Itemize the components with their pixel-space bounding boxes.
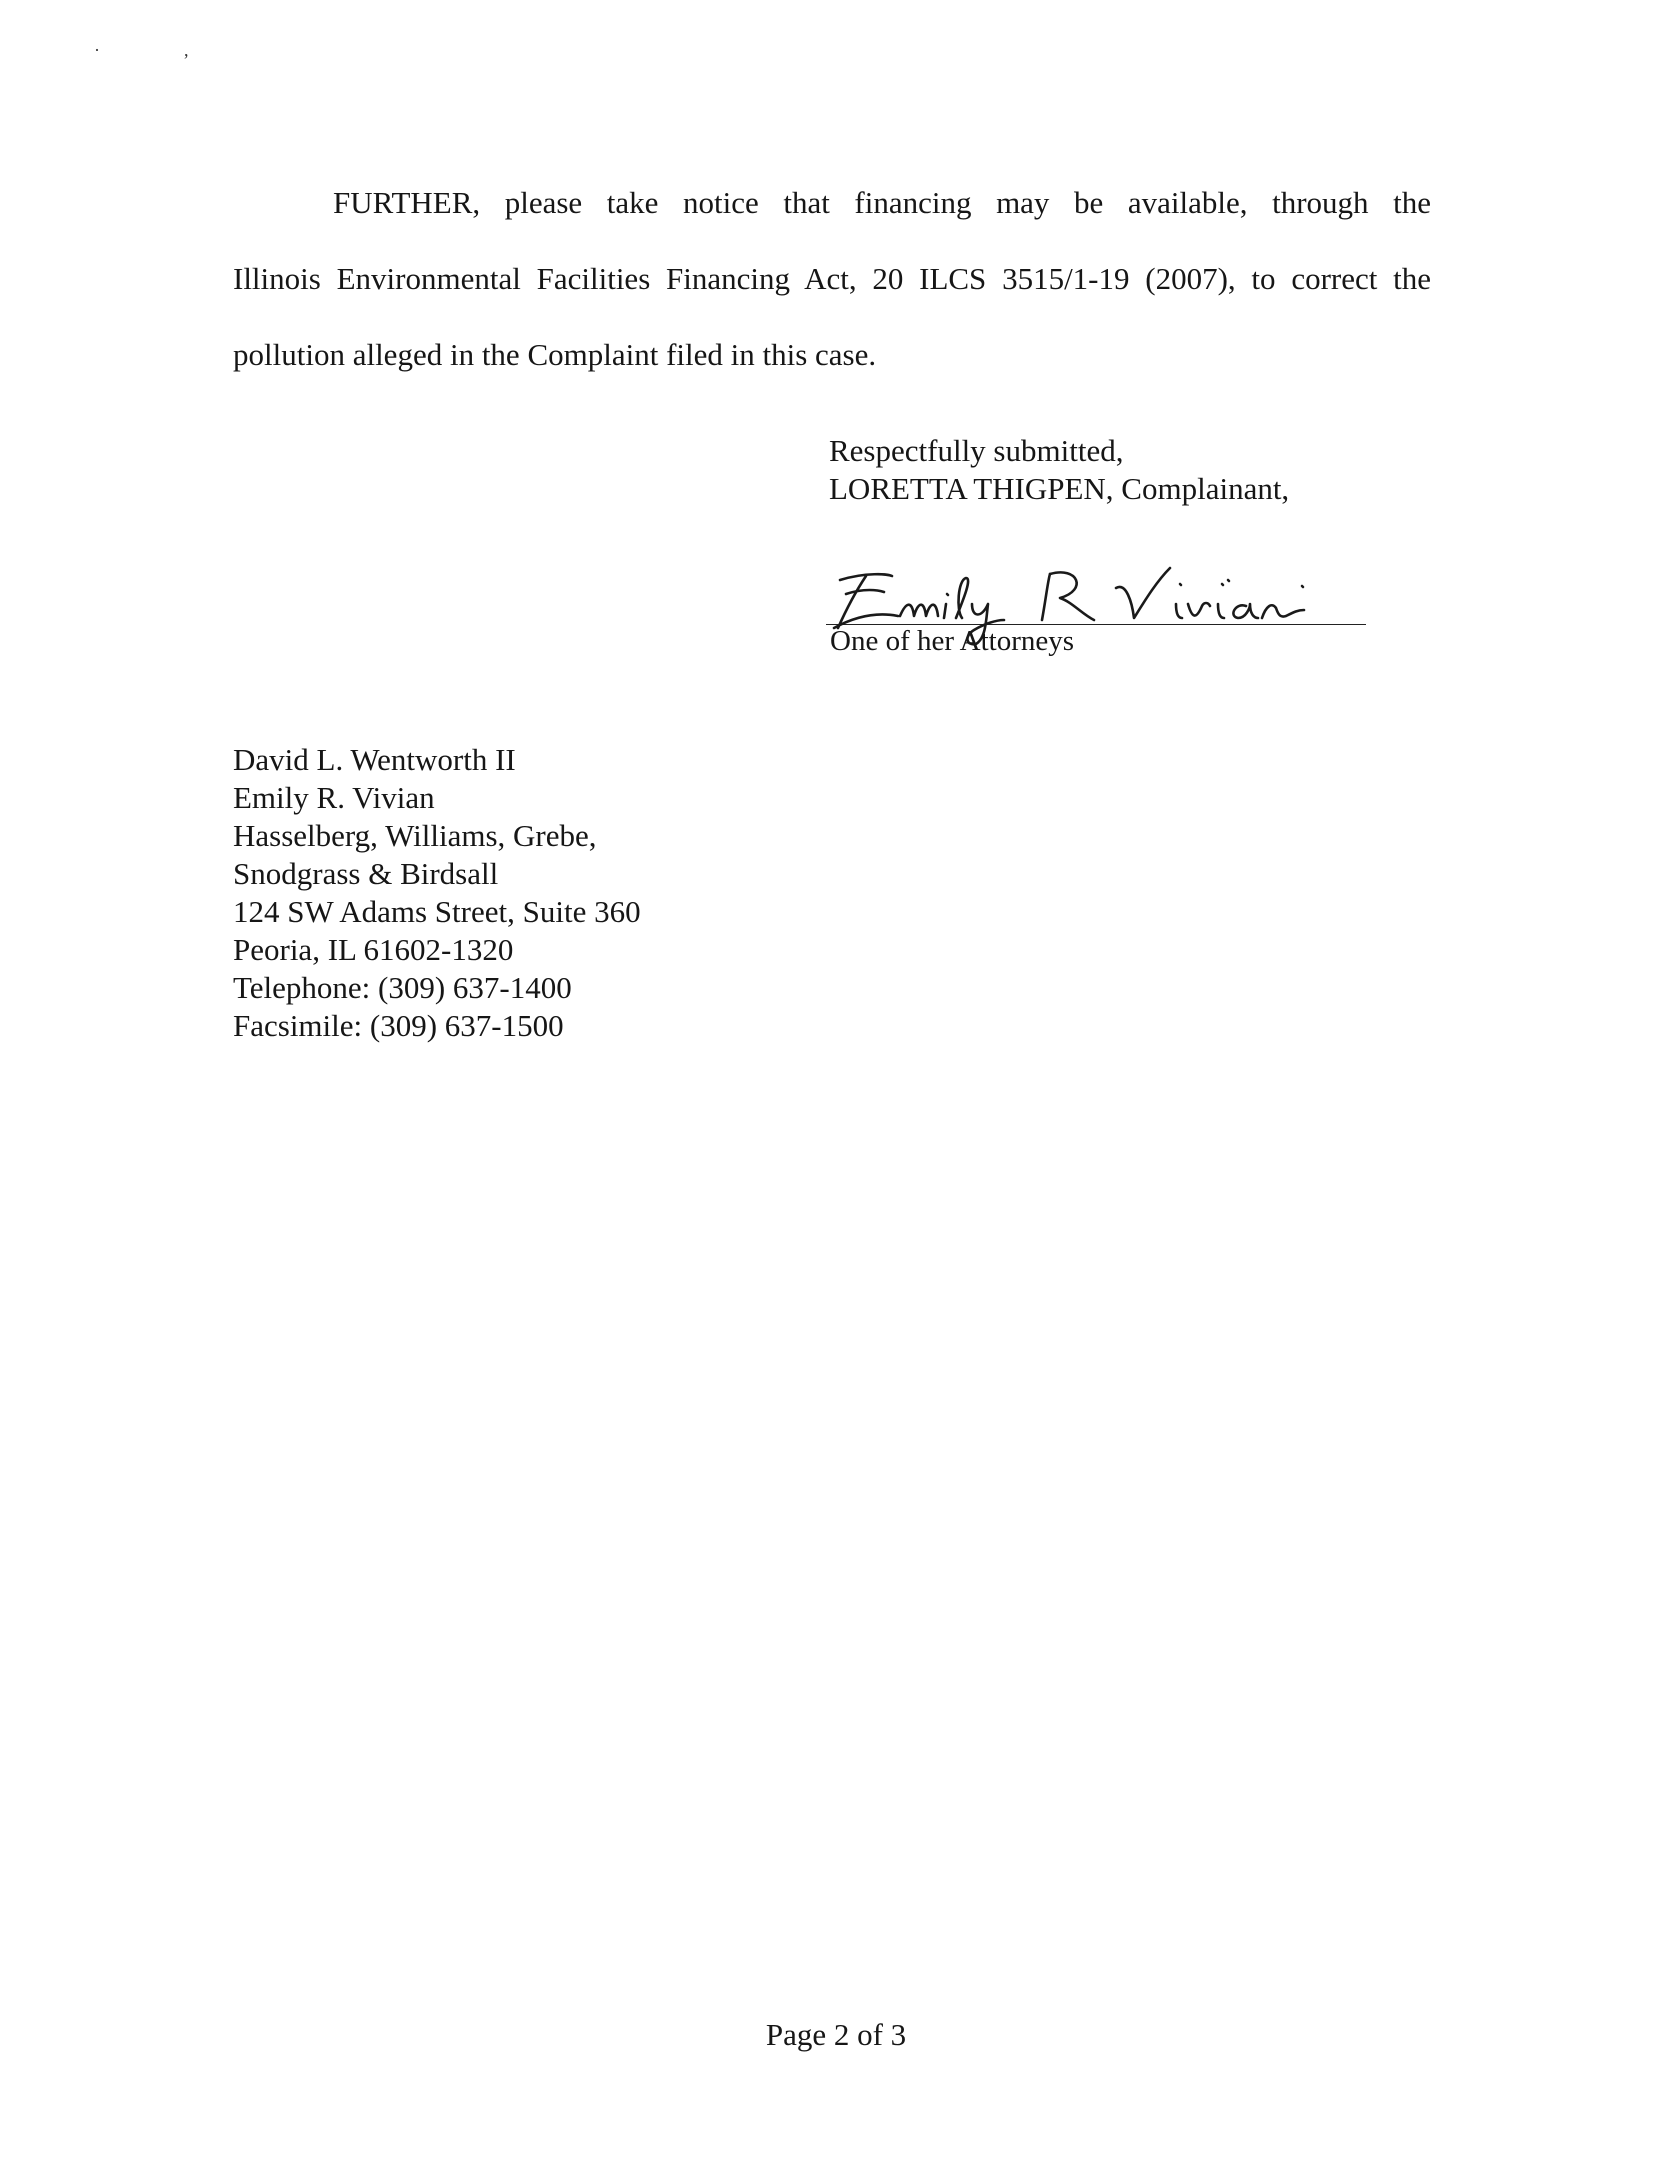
closing-block: [829, 432, 1289, 508]
paragraph-line-3: pollution alleged in the Complaint filed in this case.: [233, 337, 877, 372]
closing-salutation: Respectfully submitted,: [829, 433, 1124, 468]
address-line: Peoria, IL 61602-1320: [233, 932, 514, 967]
telephone-line: Telephone: (309) 637-1400: [233, 970, 572, 1005]
address-line: 124 SW Adams Street, Suite 360: [233, 894, 641, 929]
attorney-address-block: [233, 741, 641, 1045]
signature-caption: One of her Attorneys: [830, 625, 1075, 657]
paragraph-line-1: FURTHER, please take notice that financing may be available, through the: [333, 185, 1431, 220]
facsimile-line: Facsimile: (309) 637-1500: [233, 1008, 564, 1043]
handwritten-signature: [826, 558, 1366, 668]
address-line: Emily R. Vivian: [233, 780, 435, 815]
complainant-name: LORETTA THIGPEN, Complainant,: [829, 471, 1290, 506]
address-line: Hasselberg, Williams, Grebe,: [233, 818, 597, 853]
address-line: Snodgrass & Birdsall: [233, 856, 499, 891]
notice-paragraph: [233, 165, 1431, 393]
address-line: David L. Wentworth II: [233, 742, 516, 777]
scan-specks: ·,: [94, 40, 273, 60]
page-number: Page 2 of 3: [765, 2017, 907, 2052]
signature-block: [826, 558, 1366, 678]
paragraph-line-2: Illinois Environmental Facilities Financing Act, 20 ILCS 3515/1-19 (2007), to correct the: [233, 261, 1431, 296]
